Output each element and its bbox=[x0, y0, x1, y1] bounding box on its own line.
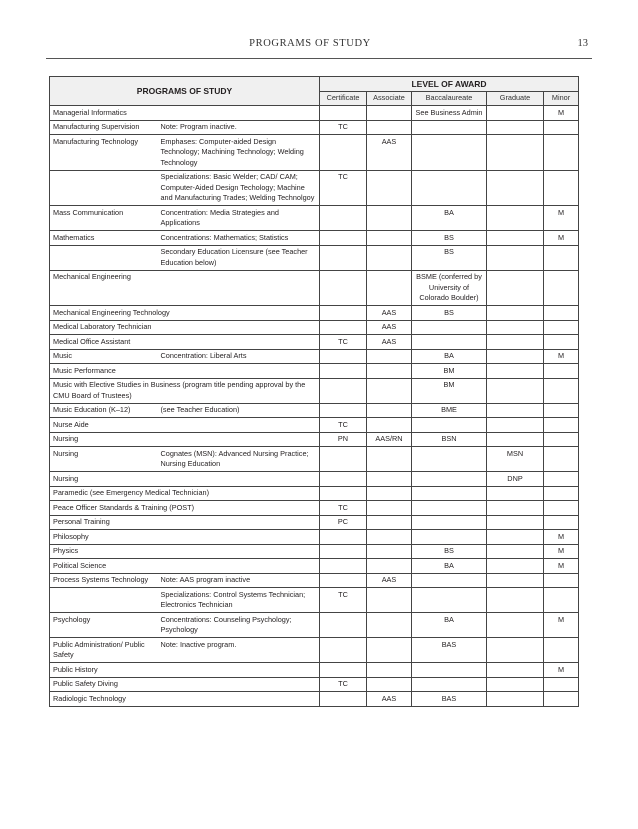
award-certificate: TC bbox=[320, 335, 367, 350]
award-baccalaureate bbox=[412, 486, 487, 501]
award-graduate bbox=[487, 206, 544, 231]
table-row bbox=[50, 663, 579, 678]
award-certificate: TC bbox=[320, 588, 367, 613]
award-minor bbox=[544, 638, 579, 663]
award-minor bbox=[544, 270, 579, 306]
award-minor bbox=[544, 501, 579, 516]
award-minor bbox=[544, 486, 579, 501]
program-name: Music with Elective Studies in Business (program title pending approval by the CMU Board of Trustees) bbox=[50, 378, 320, 403]
award-minor bbox=[544, 320, 579, 335]
award-minor bbox=[544, 335, 579, 350]
award-baccalaureate bbox=[412, 663, 487, 678]
award-baccalaureate bbox=[412, 677, 487, 692]
table-row bbox=[50, 245, 579, 270]
award-baccalaureate bbox=[412, 501, 487, 516]
program-name: Mass Communication bbox=[50, 206, 158, 231]
award-associate bbox=[367, 206, 412, 231]
award-graduate bbox=[487, 120, 544, 135]
award-baccalaureate bbox=[412, 447, 487, 472]
award-baccalaureate: BA bbox=[412, 349, 487, 364]
program-name: Process Systems Technology bbox=[50, 573, 158, 588]
award-graduate bbox=[487, 364, 544, 379]
award-certificate bbox=[320, 106, 367, 121]
table-row bbox=[50, 349, 579, 364]
table-row bbox=[50, 613, 579, 638]
award-baccalaureate: See Business Admin bbox=[412, 106, 487, 121]
award-associate bbox=[367, 349, 412, 364]
program-name: Paramedic (see Emergency Medical Technician) bbox=[50, 486, 320, 501]
award-associate bbox=[367, 403, 412, 418]
award-associate bbox=[367, 486, 412, 501]
table-row bbox=[50, 170, 579, 206]
award-baccalaureate: BS bbox=[412, 245, 487, 270]
table-row bbox=[50, 364, 579, 379]
award-associate bbox=[367, 530, 412, 545]
award-baccalaureate: BA bbox=[412, 206, 487, 231]
award-graduate bbox=[487, 663, 544, 678]
award-certificate: TC bbox=[320, 120, 367, 135]
award-baccalaureate: BA bbox=[412, 559, 487, 574]
table-row bbox=[50, 515, 579, 530]
award-associate: AAS bbox=[367, 306, 412, 321]
program-name bbox=[50, 245, 158, 270]
award-certificate: TC bbox=[320, 170, 367, 206]
program-note: Concentrations: Mathematics; Statistics bbox=[158, 231, 320, 246]
program-note bbox=[158, 270, 320, 306]
award-associate bbox=[367, 501, 412, 516]
award-associate bbox=[367, 515, 412, 530]
award-graduate bbox=[487, 432, 544, 447]
table-row bbox=[50, 472, 579, 487]
program-name bbox=[50, 170, 158, 206]
award-graduate bbox=[487, 573, 544, 588]
program-name: Medical Office Assistant bbox=[50, 335, 320, 350]
award-graduate bbox=[487, 135, 544, 171]
award-graduate bbox=[487, 638, 544, 663]
program-note: Concentration: Liberal Arts bbox=[158, 349, 320, 364]
award-graduate bbox=[487, 231, 544, 246]
table-row bbox=[50, 588, 579, 613]
award-graduate bbox=[487, 306, 544, 321]
table-row bbox=[50, 206, 579, 231]
award-certificate bbox=[320, 613, 367, 638]
program-name: Nurse Aide bbox=[50, 418, 320, 433]
award-associate bbox=[367, 663, 412, 678]
program-name: Public Safety Diving bbox=[50, 677, 320, 692]
table-body bbox=[50, 106, 579, 707]
award-associate: AAS bbox=[367, 573, 412, 588]
table-row bbox=[50, 418, 579, 433]
award-certificate: TC bbox=[320, 501, 367, 516]
program-note: Cognates (MSN): Advanced Nursing Practice; Nursing Education bbox=[158, 447, 320, 472]
program-note: Emphases: Computer-aided Design Technology; Machining Technology; Welding Technology bbox=[158, 135, 320, 171]
award-baccalaureate bbox=[412, 135, 487, 171]
table-row bbox=[50, 120, 579, 135]
award-minor bbox=[544, 692, 579, 707]
award-baccalaureate: BME bbox=[412, 403, 487, 418]
program-note bbox=[158, 106, 320, 121]
header-rule bbox=[46, 58, 592, 59]
table-row bbox=[50, 544, 579, 559]
award-minor bbox=[544, 432, 579, 447]
program-note: Secondary Education Licensure (see Teacher Education below) bbox=[158, 245, 320, 270]
award-certificate: TC bbox=[320, 418, 367, 433]
table-row bbox=[50, 270, 579, 306]
award-associate bbox=[367, 364, 412, 379]
program-name: Music bbox=[50, 349, 158, 364]
level-of-award-header: LEVEL OF AWARD bbox=[320, 77, 579, 92]
award-minor: M bbox=[544, 206, 579, 231]
award-baccalaureate: BM bbox=[412, 378, 487, 403]
award-baccalaureate: BSN bbox=[412, 432, 487, 447]
table-row bbox=[50, 486, 579, 501]
column-header-baccalaureate: Baccalaureate bbox=[412, 91, 487, 106]
award-graduate bbox=[487, 501, 544, 516]
program-note: Specializations: Basic Welder; CAD/ CAM; Computer-Aided Design Techology; Machine and Manufacturing Trades; Welding Technolgoy bbox=[158, 170, 320, 206]
award-associate bbox=[367, 270, 412, 306]
award-minor bbox=[544, 403, 579, 418]
table-row bbox=[50, 106, 579, 121]
award-minor: M bbox=[544, 613, 579, 638]
award-associate bbox=[367, 447, 412, 472]
page-title: PROGRAMS OF STUDY bbox=[249, 38, 371, 49]
award-associate bbox=[367, 120, 412, 135]
award-minor: M bbox=[544, 349, 579, 364]
award-minor bbox=[544, 306, 579, 321]
program-name: Music Education (K–12) bbox=[50, 403, 158, 418]
award-graduate bbox=[487, 335, 544, 350]
award-minor bbox=[544, 135, 579, 171]
award-graduate bbox=[487, 515, 544, 530]
program-name: Psychology bbox=[50, 613, 158, 638]
page-number: 13 bbox=[577, 38, 588, 49]
award-associate bbox=[367, 613, 412, 638]
award-minor: M bbox=[544, 106, 579, 121]
award-certificate bbox=[320, 364, 367, 379]
award-certificate bbox=[320, 378, 367, 403]
award-certificate bbox=[320, 472, 367, 487]
program-name: Philosophy bbox=[50, 530, 320, 545]
program-name: Radiologic Technology bbox=[50, 692, 320, 707]
award-graduate bbox=[487, 613, 544, 638]
award-certificate bbox=[320, 306, 367, 321]
award-certificate bbox=[320, 447, 367, 472]
award-certificate bbox=[320, 206, 367, 231]
program-note: Specializations: Control Systems Technician; Electronics Technician bbox=[158, 588, 320, 613]
program-name: Medical Laboratory Technician bbox=[50, 320, 320, 335]
award-minor bbox=[544, 378, 579, 403]
table-main-header: PROGRAMS OF STUDY bbox=[50, 77, 320, 106]
award-baccalaureate: BS bbox=[412, 231, 487, 246]
program-name: Managerial Informatics bbox=[50, 106, 158, 121]
program-name: Public Administration/ Public Safety bbox=[50, 638, 158, 663]
award-baccalaureate: BS bbox=[412, 544, 487, 559]
table-row bbox=[50, 378, 579, 403]
table-row bbox=[50, 573, 579, 588]
award-minor: M bbox=[544, 663, 579, 678]
award-associate bbox=[367, 231, 412, 246]
award-graduate bbox=[487, 677, 544, 692]
award-baccalaureate: BM bbox=[412, 364, 487, 379]
award-certificate bbox=[320, 403, 367, 418]
award-certificate: PC bbox=[320, 515, 367, 530]
table-row bbox=[50, 335, 579, 350]
table-row bbox=[50, 306, 579, 321]
award-graduate bbox=[487, 270, 544, 306]
award-baccalaureate bbox=[412, 170, 487, 206]
award-certificate bbox=[320, 692, 367, 707]
award-certificate bbox=[320, 638, 367, 663]
award-graduate bbox=[487, 170, 544, 206]
award-minor bbox=[544, 364, 579, 379]
program-name: Mathematics bbox=[50, 231, 158, 246]
award-certificate bbox=[320, 349, 367, 364]
table-row bbox=[50, 677, 579, 692]
award-certificate bbox=[320, 573, 367, 588]
award-graduate bbox=[487, 692, 544, 707]
award-certificate bbox=[320, 270, 367, 306]
award-baccalaureate bbox=[412, 120, 487, 135]
award-associate bbox=[367, 245, 412, 270]
award-associate bbox=[367, 638, 412, 663]
award-graduate bbox=[487, 320, 544, 335]
award-associate: AAS bbox=[367, 335, 412, 350]
table-row bbox=[50, 638, 579, 663]
program-note: Concentrations: Counseling Psychology; Psychology bbox=[158, 613, 320, 638]
award-minor bbox=[544, 677, 579, 692]
award-baccalaureate bbox=[412, 335, 487, 350]
award-certificate bbox=[320, 231, 367, 246]
award-minor: M bbox=[544, 559, 579, 574]
award-certificate bbox=[320, 530, 367, 545]
award-associate bbox=[367, 106, 412, 121]
column-header-graduate: Graduate bbox=[487, 91, 544, 106]
award-certificate: TC bbox=[320, 677, 367, 692]
award-baccalaureate bbox=[412, 418, 487, 433]
award-minor bbox=[544, 447, 579, 472]
award-graduate bbox=[487, 418, 544, 433]
table-row bbox=[50, 320, 579, 335]
award-baccalaureate bbox=[412, 472, 487, 487]
award-associate bbox=[367, 378, 412, 403]
award-graduate bbox=[487, 245, 544, 270]
program-name: Physics bbox=[50, 544, 320, 559]
award-baccalaureate: BS bbox=[412, 306, 487, 321]
table-row bbox=[50, 231, 579, 246]
program-note: Note: Program inactive. bbox=[158, 120, 320, 135]
award-associate bbox=[367, 559, 412, 574]
award-minor bbox=[544, 515, 579, 530]
award-minor bbox=[544, 418, 579, 433]
column-header-minor: Minor bbox=[544, 91, 579, 106]
table-row bbox=[50, 447, 579, 472]
column-header-associate: Associate bbox=[367, 91, 412, 106]
award-graduate: DNP bbox=[487, 472, 544, 487]
award-associate bbox=[367, 418, 412, 433]
program-name: Manufacturing Supervision bbox=[50, 120, 158, 135]
award-minor bbox=[544, 245, 579, 270]
table-row bbox=[50, 692, 579, 707]
award-associate bbox=[367, 170, 412, 206]
award-associate: AAS bbox=[367, 135, 412, 171]
table-row bbox=[50, 559, 579, 574]
award-associate bbox=[367, 472, 412, 487]
program-name: Music Performance bbox=[50, 364, 320, 379]
award-associate: AAS/RN bbox=[367, 432, 412, 447]
program-name: Peace Officer Standards & Training (POST) bbox=[50, 501, 320, 516]
award-minor bbox=[544, 120, 579, 135]
award-baccalaureate bbox=[412, 573, 487, 588]
program-name: Public History bbox=[50, 663, 320, 678]
programs-table bbox=[49, 76, 579, 707]
award-graduate: MSN bbox=[487, 447, 544, 472]
award-minor bbox=[544, 472, 579, 487]
program-name: Nursing bbox=[50, 432, 320, 447]
award-baccalaureate bbox=[412, 530, 487, 545]
award-baccalaureate: BA bbox=[412, 613, 487, 638]
award-associate bbox=[367, 588, 412, 613]
award-baccalaureate bbox=[412, 320, 487, 335]
program-name: Mechanical Engineering bbox=[50, 270, 158, 306]
table-row bbox=[50, 403, 579, 418]
award-graduate bbox=[487, 530, 544, 545]
award-minor bbox=[544, 573, 579, 588]
award-baccalaureate: BAS bbox=[412, 692, 487, 707]
award-certificate bbox=[320, 245, 367, 270]
award-certificate bbox=[320, 320, 367, 335]
award-graduate bbox=[487, 403, 544, 418]
award-minor: M bbox=[544, 231, 579, 246]
award-minor bbox=[544, 588, 579, 613]
award-certificate bbox=[320, 135, 367, 171]
award-associate: AAS bbox=[367, 320, 412, 335]
program-name: Mechanical Engineering Technology bbox=[50, 306, 320, 321]
table-row bbox=[50, 432, 579, 447]
program-name bbox=[50, 588, 158, 613]
table-row bbox=[50, 530, 579, 545]
award-certificate bbox=[320, 544, 367, 559]
award-certificate: PN bbox=[320, 432, 367, 447]
column-header-certificate: Certificate bbox=[320, 91, 367, 106]
table-row bbox=[50, 135, 579, 171]
award-baccalaureate: BSME (conferred by University of Colorado Boulder) bbox=[412, 270, 487, 306]
program-note: Concentration: Media Strategies and Applications bbox=[158, 206, 320, 231]
award-graduate bbox=[487, 378, 544, 403]
award-certificate bbox=[320, 486, 367, 501]
program-note: (see Teacher Education) bbox=[158, 403, 320, 418]
program-name: Political Science bbox=[50, 559, 320, 574]
award-graduate bbox=[487, 559, 544, 574]
page-header bbox=[0, 38, 638, 58]
award-graduate bbox=[487, 106, 544, 121]
award-graduate bbox=[487, 588, 544, 613]
table-row bbox=[50, 501, 579, 516]
award-minor: M bbox=[544, 544, 579, 559]
award-graduate bbox=[487, 544, 544, 559]
program-note: Note: AAS program inactive bbox=[158, 573, 320, 588]
award-certificate bbox=[320, 663, 367, 678]
award-associate bbox=[367, 544, 412, 559]
program-name: Manufacturing Technology bbox=[50, 135, 158, 171]
program-name: Nursing bbox=[50, 447, 158, 472]
award-associate bbox=[367, 677, 412, 692]
program-name: Personal Training bbox=[50, 515, 320, 530]
program-note: Note: Inactive program. bbox=[158, 638, 320, 663]
program-name: Nursing bbox=[50, 472, 320, 487]
award-baccalaureate bbox=[412, 515, 487, 530]
award-certificate bbox=[320, 559, 367, 574]
award-minor bbox=[544, 170, 579, 206]
award-graduate bbox=[487, 349, 544, 364]
award-minor: M bbox=[544, 530, 579, 545]
award-baccalaureate bbox=[412, 588, 487, 613]
award-associate: AAS bbox=[367, 692, 412, 707]
award-graduate bbox=[487, 486, 544, 501]
award-baccalaureate: BAS bbox=[412, 638, 487, 663]
